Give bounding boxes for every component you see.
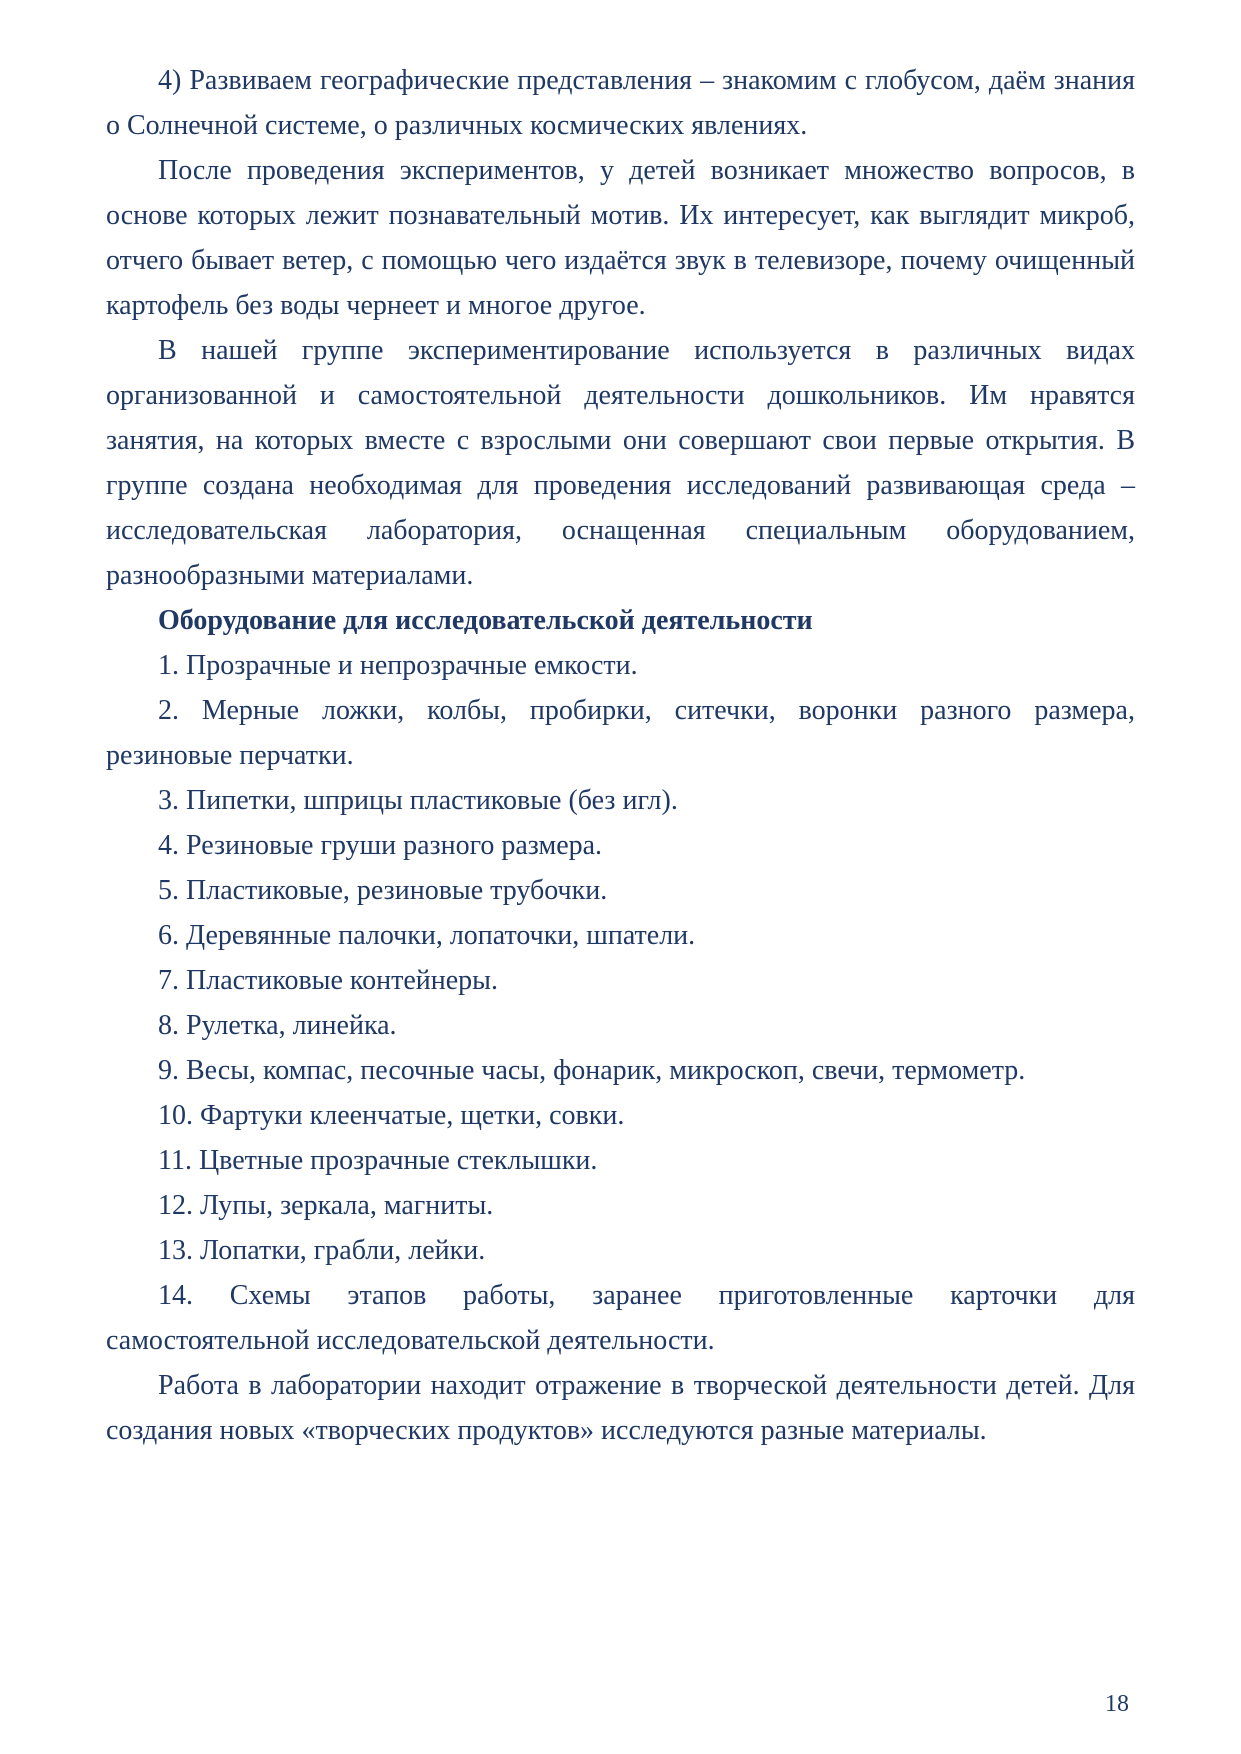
list-item-4: 4. Резиновые груши разного размера. — [158, 830, 603, 861]
paragraph-geography: 4) Развиваем географические представления – знакомим с глобусом, даём знания о Солнечной системе, о различных космических явлениях. — [106, 65, 1135, 141]
list-item-12: 12. Лупы, зеркала, магниты. — [158, 1190, 494, 1221]
list-item-11: 11. Цветные прозрачные стеклышки. — [158, 1145, 598, 1176]
section-heading-equipment: Оборудование для исследовательской деятельности — [158, 605, 813, 636]
list-item-3: 3. Пипетки, шприцы пластиковые (без игл). — [158, 785, 678, 816]
list-item-14: 14. Схемы этапов работы, заранее приготовленные карточки для самостоятельной исследовательской деятельности. — [106, 1280, 1135, 1356]
list-item-5: 5. Пластиковые, резиновые трубочки. — [158, 875, 608, 906]
list-item-13: 13. Лопатки, грабли, лейки. — [158, 1235, 486, 1266]
list-item-10: 10. Фартуки клеенчатые, щетки, совки. — [158, 1100, 625, 1131]
page-number: 18 — [1105, 1691, 1129, 1717]
paragraph-lab-creativity: Работа в лаборатории находит отражение в творческой деятельности детей. Для создания новых «творческих продуктов» исследуются разные материалы. — [106, 1370, 1135, 1446]
list-item-9: 9. Весы, компас, песочные часы, фонарик, микроскоп, свечи, термометр. — [158, 1055, 1026, 1086]
list-item-8: 8. Рулетка, линейка. — [158, 1010, 397, 1041]
list-item-6: 6. Деревянные палочки, лопаточки, шпатели. — [158, 920, 696, 951]
paragraph-after-experiments: После проведения экспериментов, у детей возникает множество вопросов, в основе которых лежит познавательный мотив. Их интересует, как выглядит микроб, отчего бывает ветер, с помощью чего издаётся звук в телевизоре, почему очищенный картофель без воды чернеет и многое другое. — [106, 155, 1135, 321]
paragraph-group-lab: В нашей группе экспериментирование используется в различных видах организованной и самостоятельной деятельности дошкольников. Им нравятся занятия, на которых вместе с взрослыми они совершают свои первые открытия. В группе создана необходимая для проведения исследований развивающая среда – исследовательская лаборатория, оснащенная специальным оборудованием, разнообразными материалами. — [106, 335, 1135, 591]
list-item-7: 7. Пластиковые контейнеры. — [158, 965, 498, 996]
list-item-1: 1. Прозрачные и непрозрачные емкости. — [158, 650, 638, 681]
list-item-2: 2. Мерные ложки, колбы, пробирки, ситечки, воронки разного размера, резиновые перчатки. — [106, 695, 1135, 771]
